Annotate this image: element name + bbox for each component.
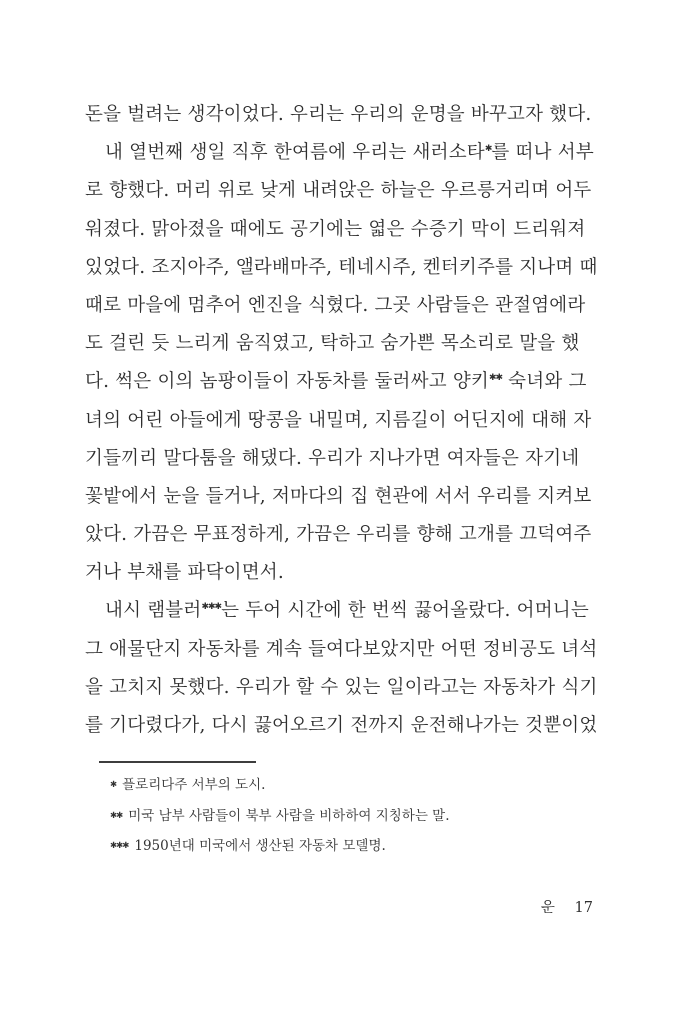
- body-text-line: 을 고치지 못했다. 우리가 할 수 있는 일이라고는 자동차가 식기: [85, 676, 598, 698]
- footnote-marker: ✱✱: [110, 810, 123, 821]
- chapter-title: 운: [540, 900, 555, 916]
- body-text-line: 로 향했다. 머리 위로 낮게 내려앉은 하늘은 우르릉거리며 어두: [85, 180, 592, 202]
- footnote-item: [110, 801, 449, 832]
- footnote-marker: ✱: [110, 780, 117, 790]
- body-text-line: 내시 램블러✱✱✱는 두어 시간에 한 번씩 끓어올랐다. 어머니는: [105, 600, 589, 622]
- page-footer: [541, 896, 593, 917]
- body-text-block: [85, 96, 613, 745]
- footnote-text: 미국 남부 사람들이 북부 사람을 비하하여 지칭하는 말.: [128, 807, 450, 824]
- body-text-line: 워졌다. 맑아졌을 때에도 공기에는 엷은 수증기 막이 드리워져: [85, 218, 586, 240]
- body-text-line: 그 애물단지 자동차를 계속 들여다보았지만 어떤 정비공도 녀석: [85, 638, 598, 660]
- body-text-line: 내 열번째 생일 직후 한여름에 우리는 새러소타✱를 떠나 서부: [105, 142, 594, 164]
- footnote-marker: ✱✱✱: [201, 602, 222, 613]
- body-text-line: 녀의 어린 아들에게 땅콩을 내밀며, 지름길이 어딘지에 대해 자: [85, 409, 592, 431]
- body-text-line: 때로 마을에 멈추어 엔진을 식혔다. 그곳 사람들은 관절염에라: [85, 294, 586, 316]
- body-text-line: 다. 썩은 이의 놈팡이들이 자동차를 둘러싸고 양키✱✱ 숙녀와 그: [85, 371, 587, 393]
- body-text-line: 있었다. 조지아주, 앨라배마주, 테네시주, 켄터키주를 지나며 때: [85, 256, 598, 278]
- footnote-marker: ✱: [484, 144, 492, 155]
- body-text-line: 를 기다렸다가, 다시 끓어오르기 전까지 운전해나가는 것뿐이었: [85, 715, 598, 736]
- footnote-text: 1950년대 미국에서 생산된 자동차 모델명.: [134, 838, 386, 854]
- footnote-marker: ✱✱: [489, 373, 503, 384]
- body-text-line: 거나 부채를 파닥이면서.: [85, 562, 284, 584]
- footnote-marker: ✱✱✱: [110, 841, 129, 851]
- footnotes-block: [110, 770, 449, 862]
- body-text-line: 았다. 가끔은 무표정하게, 가끔은 우리를 향해 고개를 끄덕여주: [85, 524, 592, 546]
- footnote-text: 플로리다주 서부의 도시.: [122, 777, 266, 793]
- footnote-item: [110, 770, 449, 801]
- body-text-line: 도 걸린 듯 느리게 움직였고, 탁하고 숨가쁜 목소리로 말을 했: [85, 333, 580, 355]
- body-text-line: 돈을 벌려는 생각이었다. 우리는 우리의 운명을 바꾸고자 했다.: [85, 104, 592, 125]
- footnote-item: [110, 831, 449, 862]
- body-text-line: 기들끼리 말다툼을 해댔다. 우리가 지나가면 여자들은 자기네: [85, 447, 580, 469]
- page-number: 17: [574, 900, 593, 916]
- footnote-divider: [99, 761, 256, 763]
- body-text-line: 꽃밭에서 눈을 들거나, 저마다의 집 현관에 서서 우리를 지켜보: [85, 485, 592, 507]
